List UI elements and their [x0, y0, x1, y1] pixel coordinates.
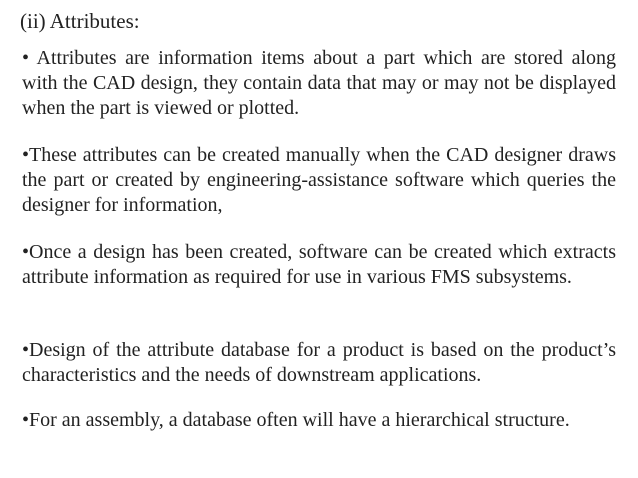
- bullet-paragraph-assembly-structure: •For an assembly, a database often will have a hierarchical structure.: [22, 409, 570, 431]
- slide-heading: (ii) Attributes:: [20, 9, 140, 33]
- bullet-paragraph-attributes-definition: • Attributes are information items about a part which are stored along with the CAD design, they contain data that may or may not be displayed when the part is viewed or plotted.: [22, 47, 616, 119]
- bullet-paragraph-attribute-extraction: •Once a design has been created, software can be created which extracts attribute information as required for use in various FMS subsystems.: [22, 241, 616, 288]
- bullet-paragraph-attribute-creation: •These attributes can be created manually when the CAD designer draws the part or created by engineering-assistance software which queries the designer for information,: [22, 144, 616, 216]
- bullet-paragraph-database-design: •Design of the attribute database for a product is based on the product’s characteristics and the needs of downstream applications.: [22, 339, 616, 386]
